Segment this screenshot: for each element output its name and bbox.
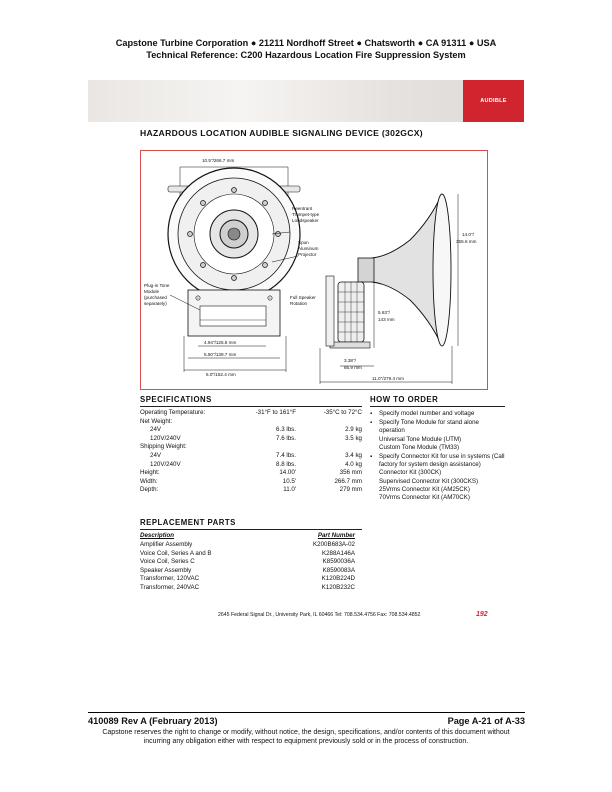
spec-row <box>140 426 362 435</box>
header-reference-line: Technical Reference: C200 Hazardous Location Fire Suppression System <box>146 50 466 60</box>
part-row <box>140 575 355 584</box>
part-row <box>140 558 355 567</box>
spec-label: Depth: <box>140 486 159 494</box>
order-rule <box>370 406 505 407</box>
spec-row <box>140 443 362 452</box>
spec-metric: 2.9 kg <box>345 426 362 434</box>
spec-metric: 266.7 mm <box>334 477 362 485</box>
spec-label: 120V/240V <box>150 460 181 468</box>
part-description: Voice Coil, Series A and B <box>140 549 212 557</box>
label-reentrant-1: Reentrant <box>292 206 313 211</box>
section-banner <box>88 80 524 122</box>
dim-height-2: 355.6 mm <box>456 239 477 244</box>
spec-imperial: 10.5' <box>282 477 296 485</box>
spec-metric: 279 mm <box>339 486 362 494</box>
spec-imperial: -31°F to 161°F <box>255 409 296 416</box>
part-number: K8590036A <box>322 558 355 566</box>
dim-563-2: 143 mm <box>378 317 395 322</box>
spec-label: Operating Temperature: <box>140 409 206 416</box>
specs-table <box>140 409 362 495</box>
spec-row <box>140 409 362 418</box>
speaker-side-view <box>326 194 451 348</box>
spec-label: 120V/240V <box>150 434 181 442</box>
order-item-tone-text: ▪ Specify Tone Module for stand alone operation <box>379 419 479 435</box>
spec-metric: 4.0 kg <box>345 460 362 468</box>
footer-rule <box>88 712 525 713</box>
part-number: K288A146A <box>321 549 355 557</box>
spec-imperial: 8.8 lbs. <box>276 460 296 468</box>
part-number: K120B232C <box>321 583 355 591</box>
spec-row <box>140 452 362 461</box>
inner-footer-address: 2645 Federal Signal Dr., University Park, IL 60466 Tel: 708.534.4756 Fax: 708.534.4852 <box>218 612 421 618</box>
part-description: Transformer, 120VAC <box>140 575 200 583</box>
parts-header <box>140 532 355 541</box>
order-item-connector <box>370 453 505 502</box>
label-rotation-1: Full Speaker <box>290 295 316 300</box>
part-description: Amplifier Assembly <box>140 541 193 548</box>
spec-label: 24V <box>150 451 162 459</box>
parts-rule <box>140 529 362 530</box>
dim-563-1: 5.63"/ <box>378 310 390 315</box>
footer-page: Page A-21 of A-33 <box>447 716 525 726</box>
label-reentrant-3: Loudspeaker <box>292 218 319 223</box>
dim-bottom-2: 5.50"/139.7 mm <box>204 352 237 357</box>
spec-row <box>140 461 362 470</box>
order-kit-am25ck: 25Vrms Connector Kit (AM25CK) <box>379 485 470 493</box>
part-description: Transformer, 240VAC <box>140 583 200 591</box>
spec-label: 24V <box>150 426 162 434</box>
order-list <box>370 410 505 503</box>
spec-imperial: 14.00' <box>279 469 296 477</box>
part-number: K8590083A <box>322 566 355 574</box>
footer-disclaimer: Capstone reserves the right to change or modify, without notice, the design, specifications, and/or contents of this document without incurring any obligation either with respect to equipment previously sold or in the process of construction. <box>102 729 510 745</box>
label-plugin-3: (purchased <box>144 295 167 300</box>
spec-row <box>140 469 362 478</box>
spec-label: Width: <box>140 477 158 485</box>
specs-rule <box>140 406 362 407</box>
part-row <box>140 541 355 550</box>
part-row <box>140 550 355 559</box>
dim-338-1: 3.38"/ <box>344 358 356 363</box>
order-kit-am70ck: 70Vrms Connector Kit (AM70CK) <box>379 494 470 502</box>
spec-imperial: 7.6 lbs. <box>276 434 296 442</box>
parts-col-description: Description <box>140 532 175 539</box>
order-tone-utm: Universal Tone Module (UTM) <box>379 435 462 443</box>
spec-label: Shipping Weight: <box>140 443 187 451</box>
spec-metric: -35°C to 72°C <box>323 409 362 416</box>
label-plugin-4: separately) <box>144 301 167 306</box>
spec-imperial: 6.3 lbs. <box>276 426 296 434</box>
parts-title: REPLACEMENT PARTS <box>140 518 236 527</box>
spec-imperial: 7.4 lbs. <box>276 451 296 459</box>
order-title: HOW TO ORDER <box>370 395 439 404</box>
spec-row <box>140 435 362 444</box>
order-item-connector-text: ▪ Specify Connector Kit for use in systems (Call factory for system design assistance) <box>379 453 505 469</box>
part-row <box>140 584 355 593</box>
dim-338-2: 85.9 mm <box>344 365 362 370</box>
order-item-tone <box>370 419 505 452</box>
spec-label: Net Weight: <box>140 417 173 425</box>
order-tone-tm33: Custom Tone Module (TM33) <box>379 443 460 451</box>
spec-label: Height: <box>140 469 160 477</box>
spec-row <box>140 486 362 495</box>
page-header <box>0 37 612 61</box>
order-item-model: ▪ Specify model number and voltage <box>370 410 505 418</box>
label-spun-1: Spun <box>298 240 309 245</box>
specs-title: SPECIFICATIONS <box>140 395 212 404</box>
part-row <box>140 567 355 576</box>
inner-page-number: 192 <box>476 611 488 618</box>
label-spun-3: Projector <box>298 252 317 257</box>
banner-tag: AUDIBLE <box>463 80 524 122</box>
label-reentrant-2: Trumpet-type <box>292 212 320 217</box>
label-spun-2: Aluminum <box>298 246 319 251</box>
dim-top: 10.5"/266.7 mm <box>202 158 235 163</box>
dim-11: 11.0"/279.4 mm <box>372 376 404 381</box>
spec-metric: 3.4 kg <box>345 451 362 459</box>
header-company-line: Capstone Turbine Corporation ● 21211 Nordhoff Street ● Chatsworth ● CA 91311 ● USA <box>115 38 497 48</box>
order-kit-300cks: Supervised Connector Kit (300CKS) <box>379 477 479 485</box>
dim-bottom-1: 4.94"/125.5 mm <box>204 340 237 345</box>
parts-col-partnumber: Part Number <box>317 532 355 539</box>
footer-revision: 410089 Rev A (February 2013) <box>88 716 218 726</box>
spec-metric: 3.5 kg <box>345 434 362 442</box>
mounting-bracket <box>170 290 280 336</box>
part-number: K200B683A-02 <box>313 541 355 548</box>
spec-imperial: 11.0' <box>283 486 296 494</box>
label-rotation-2: Rotation <box>290 301 308 306</box>
part-description: Speaker Assembly <box>140 566 192 574</box>
part-description: Voice Coil, Series C <box>140 558 195 566</box>
order-kit-300ck: Connector Kit (300CK) <box>379 469 442 477</box>
spec-row <box>140 478 362 487</box>
label-plugin-2: Module <box>144 289 160 294</box>
parts-table <box>140 541 355 593</box>
dim-bottom-3: 6.0"/152.4 mm <box>206 372 236 377</box>
speaker-front-view <box>168 168 300 300</box>
device-diagram <box>140 150 488 390</box>
label-plugin-1: Plug-in Tone <box>144 283 170 288</box>
dim-height-1: 14.0"/ <box>462 232 474 237</box>
spec-row <box>140 418 362 427</box>
device-title: HAZARDOUS LOCATION AUDIBLE SIGNALING DEVICE (302GCX) <box>140 128 423 138</box>
part-number: K120B224D <box>321 575 355 583</box>
spec-metric: 356 mm <box>339 469 362 477</box>
